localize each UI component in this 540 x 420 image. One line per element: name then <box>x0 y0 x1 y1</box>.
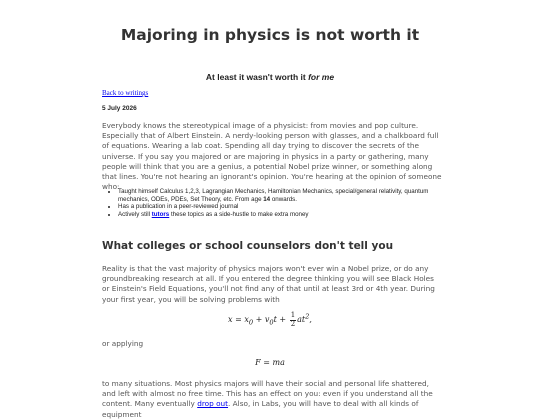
kinematics-equation <box>0 312 540 328</box>
eq-fraction <box>290 312 296 328</box>
list-item-text-end: these topics as a side-hustle to make extra money <box>169 210 309 218</box>
section-heading: What colleges or school counselors don't tell you <box>102 240 394 252</box>
list-item-text-end: onwards. <box>270 195 297 203</box>
or-applying-text: or applying <box>102 339 144 348</box>
eq-part: + v <box>253 315 270 324</box>
section-paragraph: Reality is that the vast majority of physics majors won't ever win a Nobel prize, or do any groundbreaking research at all. If you entered the degree thinking you will see Black Holes or Einstein's Field Equations, you'll not find any of that until at least 3rd or 4th year. During your first year, you will be solving problems with <box>102 264 435 304</box>
back-to-writings-link[interactable]: Back to writings <box>102 89 149 97</box>
list-item <box>118 188 448 203</box>
paragraph-text: to many situations. Most physics majors will have their social and personal life shattered, and left with almost no free time. This has an effect on you: even if you understand all the content. Many eventually <box>102 379 433 409</box>
newton-equation: F = ma <box>255 358 285 367</box>
eq-numerator: 1 <box>290 311 296 319</box>
tutors-link[interactable]: tutors <box>151 210 170 218</box>
eq-part: x = x <box>228 315 249 324</box>
eq-part: , <box>309 315 312 324</box>
page-title: Majoring in physics is not worth it <box>120 26 420 44</box>
list-item: • Has a publication in a peer-reviewed journal <box>118 203 448 211</box>
eq-part: at <box>297 315 306 324</box>
list-item-age: 14 <box>263 195 271 203</box>
eq-exponent: 2 <box>305 312 310 321</box>
list-item-text: Actively still <box>118 210 152 218</box>
subtitle-text: At least it wasn't worth it <box>205 72 309 82</box>
drop-out-link[interactable]: drop out <box>197 399 229 409</box>
eq-denominator: 2 <box>290 319 296 328</box>
eq-part: t + <box>273 315 289 324</box>
credentials-list <box>108 188 448 218</box>
post-date: 5 July 2026 <box>102 105 137 112</box>
subtitle-emphasis: for me <box>308 72 335 82</box>
list-item <box>118 211 448 219</box>
section-paragraph-2 <box>102 379 442 420</box>
eq-subscript: 0 <box>269 318 274 327</box>
eq-subscript: 0 <box>248 318 254 327</box>
list-item-text: Taught himself Calculus 1,2,3, Lagrangian Mechanics, Hamiltonian Mechanics, special/general relativity, quantum mechanics, ODEs, PDEs, Set Theory, etc. From age <box>118 188 429 203</box>
paragraph-text-end: . Also, in Labs, you will have to deal with all kinds of equipment <box>102 399 419 419</box>
page-subtitle <box>0 72 540 82</box>
intro-paragraph: Everybody knows the stereotypical image of a physicist: from movies and pop culture. Especially that of Albert Einstein. A nerdy-looking person with glasses, and a chalkboard full of equations. Wearing a lab coat. Spending all day trying to discover the secrets of the universe. If you say you majored or are majoring in physics in a party or gathering, many people will think that you are a genius, a potential Nobel prize winner, or something along that lines. You're not hearing an ignorant's opinion. You're hearing at the opinion of someone who: <box>102 121 442 192</box>
